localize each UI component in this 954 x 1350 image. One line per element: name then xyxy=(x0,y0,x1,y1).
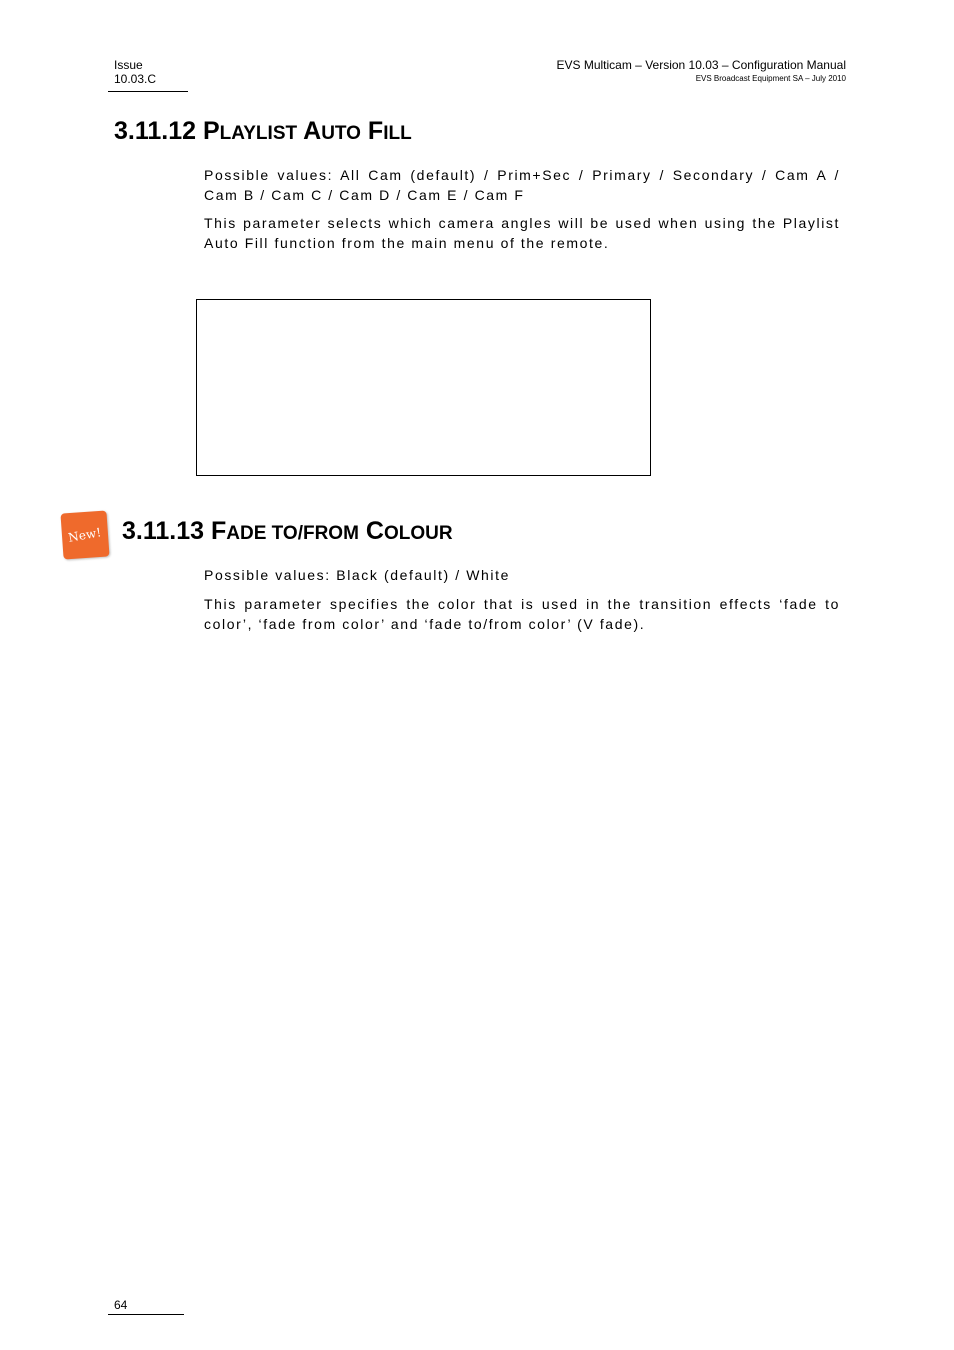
description-text: This parameter selects which camera angles will be used when using the Playlist Auto Fill function from the main menu of the remote. xyxy=(204,215,840,251)
footer xyxy=(114,1298,127,1312)
page-number: 64 xyxy=(114,1298,128,1312)
new-badge-label: New! xyxy=(67,525,103,545)
document-subtitle: EVS Broadcast Equipment SA – July 2010 xyxy=(695,74,846,83)
section-number: 3.11.13 xyxy=(122,517,205,545)
section-heading-fade-colour: 3.11.13 FADE TO/FROM COLOUR xyxy=(122,517,453,545)
issue-number: 10.03.C xyxy=(114,72,157,86)
empty-figure-frame xyxy=(196,299,651,476)
possible-values-text: Possible values: Black (default) / White xyxy=(204,567,510,583)
section-number: 3.11.12 xyxy=(114,117,197,145)
header-rule xyxy=(108,91,188,92)
issue-label: Issue xyxy=(114,58,143,72)
possible-values-text: Possible values: All Cam (default) / Prim+Sec / Primary / Secondary / Cam A / Cam B / Cam C / Cam D / Cam E / Cam F xyxy=(204,167,840,203)
new-badge-icon xyxy=(60,510,109,559)
header-title-block xyxy=(557,58,847,84)
description-text: This parameter specifies the color that is used in the transition effects ‘fade to color’, ‘fade from color’ and ‘fade to/from color’ (V fade). xyxy=(204,596,840,632)
document-title: EVS Multicam – Version 10.03 – Configuration Manual xyxy=(556,58,846,72)
section-heading-playlist-auto-fill: 3.11.12 PLAYLIST AUTO FILL xyxy=(114,117,412,145)
footer-rule xyxy=(108,1314,184,1315)
header-issue xyxy=(114,58,156,86)
